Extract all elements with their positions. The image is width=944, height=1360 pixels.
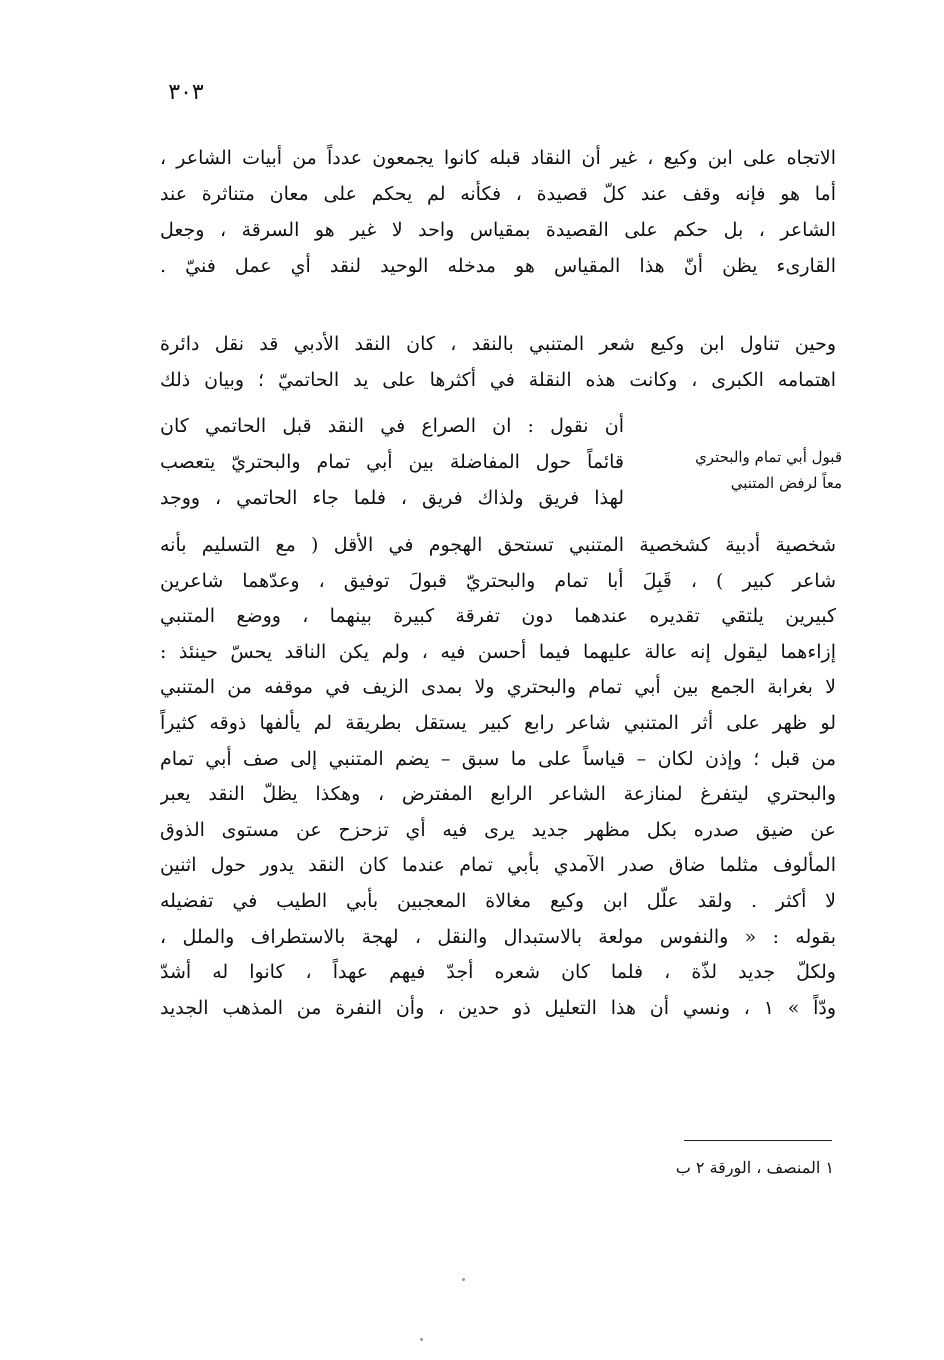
text-line: لهذا فريق ولذاك فريق ، فلما جاء الحاتمي ، ووجد <box>160 487 624 509</box>
text-line: لا أكثر . ولقد علّل ابن وكيع مغالاة المعجبين بأبي الطيب في تفضيله <box>160 889 836 912</box>
margin-note-line: معاً لرفض المتنبي <box>730 474 842 492</box>
page-number: ٣٠٣ <box>168 80 204 105</box>
paragraph-2-continued <box>160 528 836 1026</box>
footnote-divider <box>684 1140 832 1141</box>
text-line: أما هو فإنه وقف عند كلّ قصيدة ، فكأنه لم يحكم على معان متناثرة عند <box>160 183 836 205</box>
text-line: اهتمامه الكبرى ، وكانت هذه النقلة في أكثرها على يد الحاتميّ ؛ وبيان ذلك <box>160 369 836 391</box>
text-line: والبحتري ليتفرغ لمنازعة الشاعر الرابع المفترض ، وهكذا يظلّ النقد يعبر <box>160 783 836 806</box>
text-line: ولكلّ جديد لذّة ، فلما كان شعره أجدّ فيهم عهداً ، كانوا له أشدّ <box>160 961 836 984</box>
paragraph-1 <box>160 140 836 284</box>
text-line: القارىء يظن أنّ هذا المقياس هو مدخله الوحيد لنقد أي عمل فنيّ . <box>160 255 836 277</box>
text-line: إزاءهما ليقول إنه عالة عليهما فيما أحسن فيه ، ولم يكن الناقد يحسّ حينئذ : <box>160 640 836 663</box>
text-line: الاتجاه على ابن وكيع ، غير أن النقاد قبله كانوا يجمعون عدداً من أبيات الشاعر ، <box>160 147 836 169</box>
text-line: ودّاً » ١ ، ونسي أن هذا التعليل ذو حدين ، وأن النفرة من المذهب الجديد <box>160 996 836 1019</box>
text-line: شاعر كبير ) ، قَبِلَ أبا تمام والبحتريّ قبولَ توفيق ، وعدّهما شاعرين <box>160 569 836 592</box>
text-line: الشاعر ، بل حكم على القصيدة بمقياس واحد لا غير هو السرقة ، وجعل <box>160 219 836 241</box>
text-line: أن نقول : ان الصراع في النقد قبل الحاتمي كان <box>160 415 624 437</box>
margin-note-line: قبول أبي تمام والبحتري <box>695 448 842 466</box>
paragraph-2 <box>160 326 836 398</box>
paper-speck <box>420 1338 423 1341</box>
paragraph-2-wrapped-lines <box>160 408 624 516</box>
text-line: من قبل ؛ وإذن لكان – قياساً على ما سبق – يضم المتنبي إلى صف أبي تمام <box>160 747 836 770</box>
text-line: لو ظهر على أثر المتنبي شاعر رابع كبير يستقل بطريقة لم يألفها ذوقه كثيراً <box>160 711 836 734</box>
text-line: شخصية أدبية كشخصية المتنبي تستحق الهجوم في الأقل ( مع التسليم بأنه <box>160 534 836 556</box>
text-line: قائماً حول المفاضلة بين أبي تمام والبحتريّ يتعصب <box>160 451 624 473</box>
footnote: ١ المنصف ، الورقة ٢ ب <box>675 1158 834 1177</box>
margin-note <box>660 444 842 496</box>
text-line: بقوله : « والنفوس مولعة بالاستبدال والنقل ، لهجة بالاستطراف والملل ، <box>160 925 836 948</box>
text-line: عن ضيق صدره بكل مظهر جديد يرى فيه أي تزحزح عن مستوى الذوق <box>160 818 836 841</box>
text-line: كبيرين يلتقي تقديره عندهما دون تفرقة كبيرة بينهما ، ووضع المتنبي <box>160 605 836 628</box>
text-line: المألوف مثلما ضاق صدر الآمدي بأبي تمام عندما كان النقد يدور حول اثنين <box>160 854 836 877</box>
paper-speck <box>462 1278 465 1281</box>
text-line: لا بغرابة الجمع بين أبي تمام والبحتري ولا بمدى الزيف في موقفه من المتنبي <box>160 676 836 699</box>
text-line: وحين تناول ابن وكيع شعر المتنبي بالنقد ، كان النقد الأدبي قد نقل دائرة <box>160 333 836 355</box>
